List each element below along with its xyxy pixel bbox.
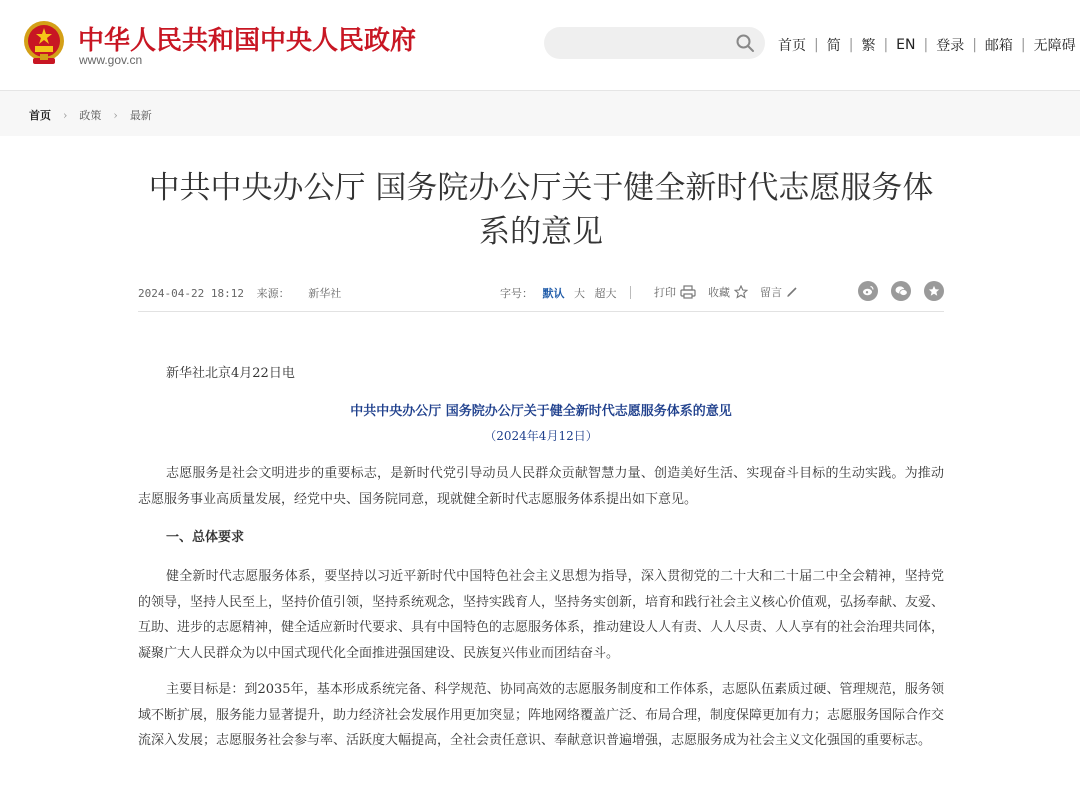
dateline: 新华社北京4月22日电: [166, 366, 295, 381]
star-icon: [734, 285, 748, 299]
nav-separator: |: [1020, 37, 1026, 53]
publish-date: 2024-04-22 18:12: [138, 287, 244, 300]
font-size-selector: [500, 285, 617, 301]
favorite-star-icon[interactable]: [924, 281, 944, 301]
nav-separator: |: [814, 37, 819, 53]
font-size-xlarge[interactable]: 超大: [594, 287, 617, 300]
paragraph-requirements: 健全新时代志愿服务体系，要坚持以习近平新时代中国特色社会主义思想为指导，深入贯彻党的二十大和二十届二中全会精神，坚持党的领导，坚持人民至上，坚持价值引领，坚持系统观念，坚持实践育人，坚持务实创新，培育和践行社会主义核心价值观，弘扬奉献、友爱、互助、进步的志愿精神，健全适应新时代要求、具有中国特色的志愿服务体系，推动建设人人有责、人人尽责、人人享有的社会治理共同体，凝聚广大人民群众为以中国式现代化全面推进强国建设、民族复兴伟业而团结奋斗。: [138, 569, 945, 661]
paragraph-intro: 志愿服务是社会文明进步的重要标志，是新时代党引导动员人民群众贡献智慧力量、创造美好生活、实现奋斗目标的生动实践。为推动志愿服务事业高质量发展，经党中央、国务院同意，现就健全新时代志愿服务体系提出如下意见。: [138, 466, 944, 507]
top-nav: [778, 35, 1076, 55]
font-size-large[interactable]: 大: [574, 287, 585, 300]
document-date: （2024年4月12日）: [484, 429, 598, 443]
nav-separator: |: [848, 37, 854, 53]
weibo-icon[interactable]: [858, 281, 878, 301]
document-title: 中共中央办公厅 国务院办公厅关于健全新时代志愿服务体系的意见: [350, 404, 732, 419]
printer-icon: [680, 285, 696, 299]
nav-accessibility-link[interactable]: 无障碍: [1033, 38, 1076, 54]
source-name: 新华社: [308, 287, 342, 300]
favorite-button[interactable]: [708, 284, 748, 300]
pencil-icon: [786, 286, 798, 298]
chevron-right-icon: ›: [113, 108, 118, 122]
comment-label: 留言: [760, 286, 782, 299]
article-meta: [138, 278, 944, 312]
nav-traditional-link[interactable]: 繁: [861, 38, 876, 54]
site-header: [0, 0, 1080, 90]
site-title[interactable]: 中华人民共和国中央人民政府: [78, 26, 417, 56]
source-label: 来源：: [256, 287, 290, 300]
print-label: 打印: [654, 286, 676, 299]
font-size-label: 字号：: [500, 287, 533, 300]
comment-button[interactable]: [760, 284, 798, 300]
nav-mail-link[interactable]: 邮箱: [984, 38, 1013, 54]
search-icon[interactable]: [735, 33, 755, 53]
chevron-right-icon: ›: [63, 108, 68, 122]
search-box: [544, 27, 765, 59]
breadcrumb-latest[interactable]: 最新: [129, 109, 152, 122]
breadcrumb-policy[interactable]: 政策: [79, 109, 102, 122]
search-input[interactable]: [558, 33, 728, 53]
nav-simplified-link[interactable]: 简: [826, 38, 841, 54]
nav-login-link[interactable]: 登录: [936, 38, 965, 54]
nav-separator: |: [972, 37, 977, 53]
nav-home-link[interactable]: 首页: [778, 38, 806, 54]
section-heading: 一、总体要求: [166, 530, 245, 545]
site-url: www.gov.cn: [79, 53, 143, 67]
breadcrumb: [29, 107, 152, 123]
article-info: [138, 285, 347, 301]
nav-separator: |: [883, 37, 889, 53]
article-tools: [654, 284, 810, 300]
article-title: 中共中央办公厅 国务院办公厅关于健全新时代志愿服务体系的意见: [148, 170, 934, 250]
print-button[interactable]: [654, 284, 696, 300]
breadcrumb-bar: [0, 90, 1080, 136]
national-emblem-icon[interactable]: [23, 20, 65, 66]
nav-english-link[interactable]: EN: [896, 37, 916, 53]
favorite-label: 收藏: [708, 286, 730, 299]
font-size-default[interactable]: 默认: [542, 287, 565, 300]
meta-divider: [630, 286, 631, 299]
wechat-icon[interactable]: [891, 281, 911, 301]
breadcrumb-home[interactable]: 首页: [29, 109, 51, 122]
paragraph-goals: 主要目标是：到2035年，基本形成系统完备、科学规范、协同高效的志愿服务制度和工作体系，志愿队伍素质过硬、管理规范，服务领域不断扩展，服务能力显著提升，助力经济社会发展作用更加突显；阵地网络覆盖广泛、布局合理，制度保障更加有力；志愿服务国际合作交流深入发展；志愿服务社会参与率、活跃度大幅提高，全社会责任意识、奉献意识普遍增强，志愿服务成为社会主义文化强国的重要标志。: [138, 682, 945, 748]
nav-separator: |: [923, 37, 929, 53]
share-buttons: [845, 281, 944, 301]
